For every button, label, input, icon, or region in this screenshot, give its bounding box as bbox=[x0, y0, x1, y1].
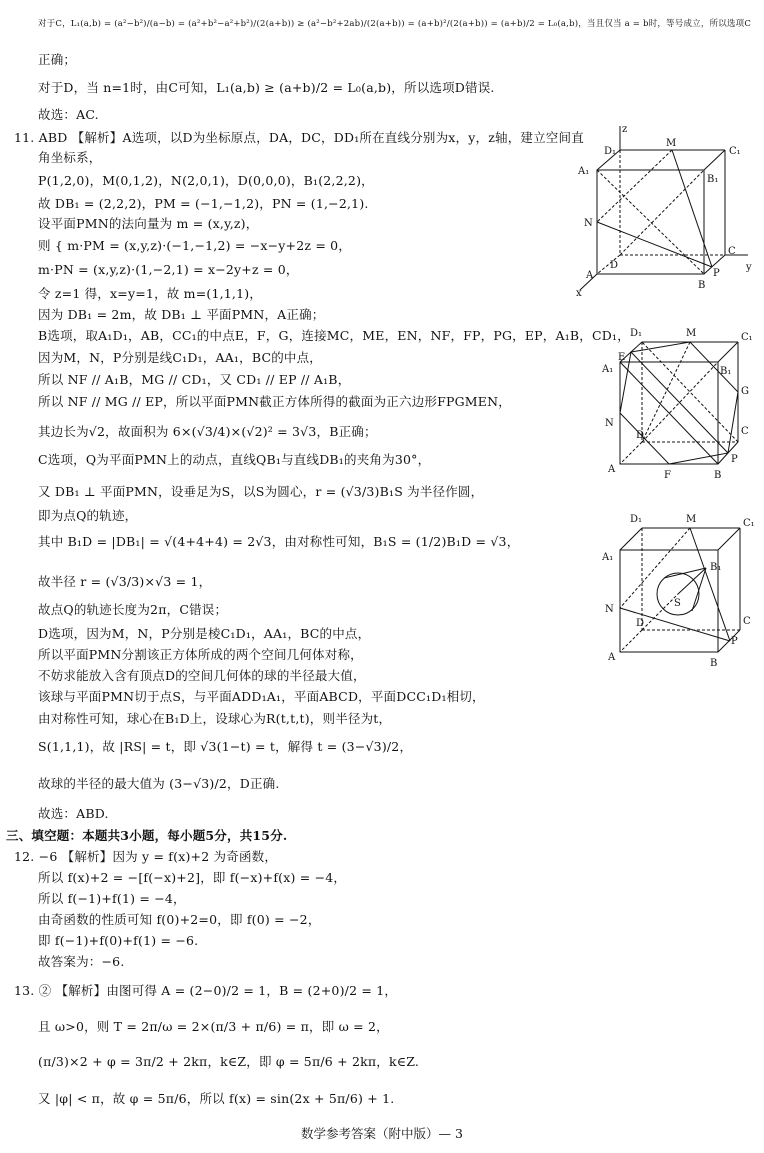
text-line: D选项，因为M，N，P分别是棱C₁D₁，AA₁，BC的中点， bbox=[38, 626, 371, 641]
svg-text:A₁: A₁ bbox=[578, 166, 590, 177]
svg-text:x: x bbox=[576, 288, 582, 298]
text-line: 正确； bbox=[38, 52, 77, 67]
text-line: 所以 f(−1)+f(1) = −4， bbox=[38, 891, 186, 906]
text-line: 所以平面PMN分割该正方体所成的两个空间几何体对称， bbox=[38, 647, 363, 662]
svg-text:C: C bbox=[728, 246, 736, 257]
svg-text:P: P bbox=[731, 636, 738, 647]
text-line: 则 { m·PM = (x,y,z)·(−1,−1,2) = −x−y+2z = 0， bbox=[38, 238, 352, 253]
text-line: S(1,1,1)，故 |RS| = t，即 √3(1−t) = t，解得 t = (3−√3)/2， bbox=[38, 739, 413, 754]
svg-text:P: P bbox=[731, 454, 738, 465]
svg-text:M: M bbox=[686, 328, 697, 339]
text-line: 故点Q的轨迹长度为2π，C错误； bbox=[38, 602, 228, 617]
text-line: 令 z=1 得，x=y=1，故 m=(1,1,1)， bbox=[38, 286, 263, 301]
svg-text:A: A bbox=[586, 270, 594, 281]
svg-text:N: N bbox=[584, 218, 593, 229]
svg-text:P: P bbox=[713, 268, 720, 279]
text-line: C选项，Q为平面PMN上的动点，直线QB₁与直线DB₁的夹角为30°， bbox=[38, 452, 431, 467]
text-line: 其边长为√2，故面积为 6×(√3/4)×(√2)² = 3√3，B正确； bbox=[38, 424, 377, 439]
svg-text:G: G bbox=[741, 386, 749, 397]
text-line: 三、填空题：本题共3小题，每小题5分，共15分. bbox=[6, 828, 288, 843]
svg-text:M: M bbox=[686, 514, 697, 525]
svg-text:C: C bbox=[743, 616, 751, 627]
svg-text:C₁: C₁ bbox=[743, 518, 755, 529]
svg-text:A₁: A₁ bbox=[602, 552, 614, 563]
text-line: 又 |φ| < π，故 φ = 5π/6，所以 f(x) = sin(2x + 5π/6) + 1. bbox=[38, 1091, 395, 1106]
text-line: 13. ② 【解析】由图可得 A = (2−0)/2 = 1，B = (2+0)/2 = 1， bbox=[14, 983, 398, 998]
svg-text:B₁: B₁ bbox=[710, 562, 722, 573]
text-line: 由对称性可知，球心在B₁D上，设球心为R(t,t,t)，则半径为t， bbox=[38, 711, 392, 726]
svg-text:C: C bbox=[741, 426, 749, 437]
cube-figure-hexagon-section bbox=[600, 322, 760, 484]
text-line: 故球的半径的最大值为 (3−√3)/2，D正确. bbox=[38, 776, 280, 791]
svg-text:E: E bbox=[618, 352, 626, 363]
text-line: m·PN = (x,y,z)·(1,−2,1) = x−2y+z = 0， bbox=[38, 262, 299, 277]
svg-text:D: D bbox=[636, 430, 645, 441]
text-line: 故 DB₁ = (2,2,2)，PM = (−1,−1,2)，PN = (1,−2,1). bbox=[38, 196, 369, 211]
text-line: 角坐标系， bbox=[38, 150, 102, 165]
text-line: 由奇函数的性质可知 f(0)+2=0，即 f(0) = −2， bbox=[38, 912, 321, 927]
text-line: P(1,2,0)，M(0,1,2)，N(2,0,1)，D(0,0,0)，B₁(2,2,2)， bbox=[38, 173, 374, 188]
text-line: 所以 NF // MG // EP，所以平面PMN截正方体所得的截面为正六边形FPGMEN， bbox=[38, 394, 511, 409]
svg-text:C₁: C₁ bbox=[741, 332, 753, 343]
page-footer: 数学参考答案（附中版）— 3 bbox=[301, 1126, 463, 1141]
text-line: B选项，取A₁D₁，AB，CC₁的中点E，F，G，连接MC，ME，EN，NF，FP，PG，EP，A₁B，CD₁， bbox=[38, 328, 630, 343]
cube-figure-circle-trace bbox=[600, 508, 760, 670]
svg-text:D: D bbox=[610, 260, 619, 271]
cube-figure-coordinates bbox=[570, 120, 760, 298]
text-line: 即 f(−1)+f(0)+f(1) = −6. bbox=[38, 933, 199, 948]
svg-text:M: M bbox=[666, 138, 677, 149]
fig1-label: z bbox=[622, 124, 628, 135]
svg-text:B: B bbox=[698, 280, 706, 291]
svg-text:S: S bbox=[674, 598, 681, 609]
text-line: 对于C，L₁(a,b) = (a²−b²)/(a−b) = (a²+b²−a²+b²)/(2(a+b)) ≥ (a²−b²+2ab)/(2(a+b)) = (a+b)²/(2(a+b)) = (a+b)/2 = L₀(a,b)，当且仅当 a = b时，等号成立，所以选项C bbox=[38, 19, 752, 29]
svg-text:C₁: C₁ bbox=[729, 146, 741, 157]
svg-text:D₁: D₁ bbox=[604, 146, 617, 157]
text-line: 该球与平面PMN切于点S，与平面ADD₁A₁，平面ABCD，平面DCC₁D₁相切， bbox=[38, 689, 485, 704]
svg-text:N: N bbox=[605, 604, 614, 615]
svg-text:N: N bbox=[605, 418, 614, 429]
text-line: 因为M，N，P分别是线C₁D₁，AA₁，BC的中点， bbox=[38, 350, 323, 365]
text-line: (π/3)×2 + φ = 3π/2 + 2kπ，k∈Z，即 φ = 5π/6 + 2kπ，k∈Z. bbox=[38, 1054, 420, 1069]
text-line: 对于D，当 n=1时，由C可知，L₁(a,b) ≥ (a+b)/2 = L₀(a,b)，所以选项D错误. bbox=[38, 80, 495, 95]
svg-text:F: F bbox=[664, 470, 671, 481]
text-line: 故答案为：−6. bbox=[38, 954, 125, 969]
text-line: 故选：ABD. bbox=[38, 806, 109, 821]
svg-text:D: D bbox=[636, 618, 645, 629]
text-line: 故选：AC. bbox=[38, 107, 99, 122]
text-line: 所以 f(x)+2 = −[f(−x)+2]，即 f(−x)+f(x) = −4， bbox=[38, 870, 347, 885]
svg-text:B: B bbox=[710, 658, 718, 669]
text-line: 11. ABD 【解析】A选项，以D为坐标原点，DA，DC，DD₁所在直线分别为x，y，z轴，建立空间直 bbox=[14, 130, 584, 145]
text-line: 又 DB₁ ⊥ 平面PMN，设垂足为S，以S为圆心，r = (√3/3)B₁S 为半径作圆， bbox=[38, 484, 484, 499]
text-line: 因为 DB₁ = 2m，故 DB₁ ⊥ 平面PMN，A正确； bbox=[38, 307, 325, 322]
text-line: 设平面PMN的法向量为 m = (x,y,z)， bbox=[38, 216, 259, 231]
text-line: 即为点Q的轨迹， bbox=[38, 508, 138, 523]
fig2-label: D₁ bbox=[630, 328, 643, 339]
svg-text:B₁: B₁ bbox=[707, 174, 719, 185]
svg-text:A₁: A₁ bbox=[602, 364, 614, 375]
text-line: 所以 NF // A₁B，MG // CD₁，又 CD₁ // EP // A₁B， bbox=[38, 372, 351, 387]
svg-text:A: A bbox=[608, 652, 616, 663]
svg-text:B₁: B₁ bbox=[720, 366, 732, 377]
text-line: 不妨求能放入含有顶点D的空间几何体的球的半径最大值， bbox=[38, 668, 366, 683]
text-line: 故半径 r = (√3/3)×√3 = 1， bbox=[38, 574, 212, 589]
svg-text:y: y bbox=[746, 262, 752, 273]
svg-text:A: A bbox=[608, 464, 616, 475]
text-line: 其中 B₁D = |DB₁| = √(4+4+4) = 2√3，由对称性可知，B₁S = (1/2)B₁D = √3， bbox=[38, 534, 520, 549]
text-line: 12. −6 【解析】因为 y = f(x)+2 为奇函数， bbox=[14, 849, 278, 864]
fig3-label: D₁ bbox=[630, 514, 643, 525]
svg-text:B: B bbox=[714, 470, 722, 481]
text-line: 且 ω>0，则 T = 2π/ω = 2×(π/3 + π/6) = π，即 ω = 2， bbox=[38, 1019, 389, 1034]
